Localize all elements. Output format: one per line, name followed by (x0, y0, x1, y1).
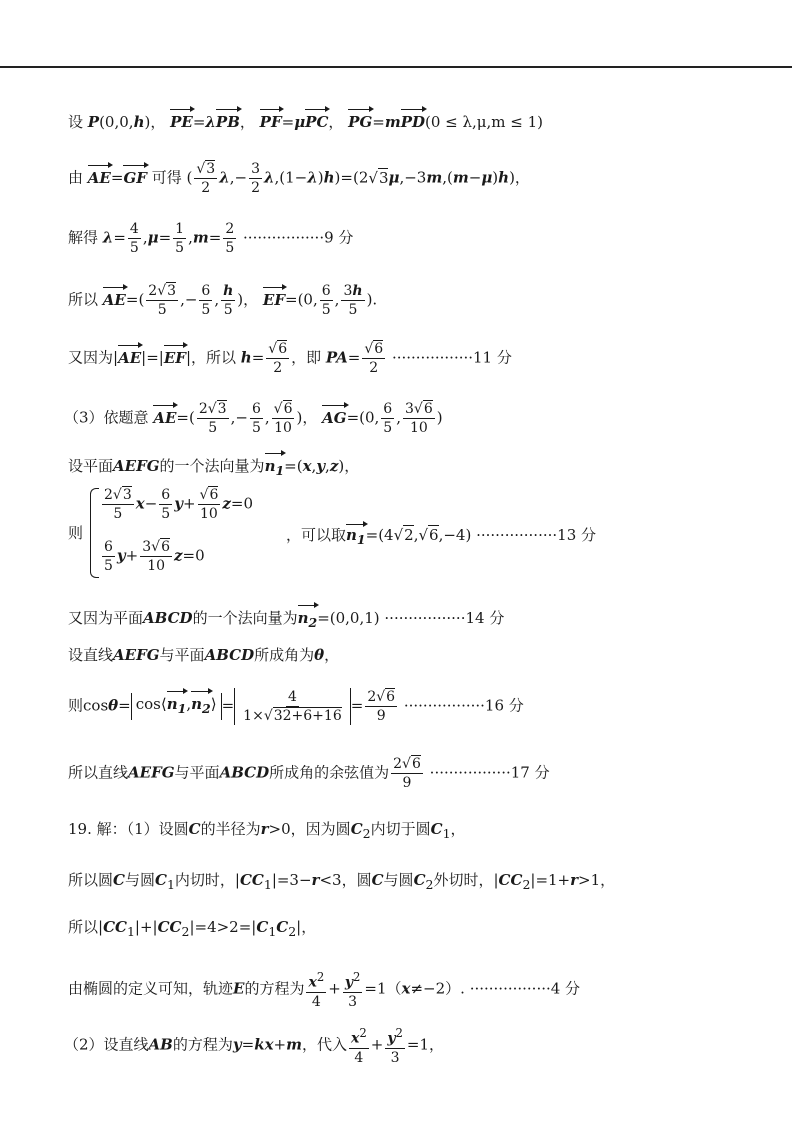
line-prefix: 所以直线 (68, 763, 129, 782)
text-line-13: 所以圆C与圆$C_1$内切时，$|CC_1|=3-r<3$，圆C与圆$C_2$外切时，$|CC_2|=1+r>1$， (68, 871, 616, 892)
connector: 内切时， (174, 871, 235, 889)
connector: ，因为圆 (290, 820, 351, 838)
text-line-7: 设平面AEFG的一个法向量为$n_1=(x,y,z)$， (68, 455, 359, 482)
connector: 外切时， (433, 871, 494, 889)
text-line-14: 所以$|CC_1|+|CC_2|=4>2=|C_1C_2|$， (68, 918, 317, 939)
text-line-8: 又因为平面ABCD的一个法向量为$n_2=(0,0,1) \cdot\cdot\cdot\cdot\cdot\cdot\cdot\cdot\cdot\cdot\cdot\cdot\cdot\cdot\cdot\cdot\cdot 14$ 分 (68, 607, 504, 634)
text-line-5: 又因为|AE|=|EF|，所以 h= $\frac{√6}{2}$ ，即 PA= $\frac{√6}{2}$ ·················11 分 (68, 341, 512, 376)
connector: 内切于圆 (370, 820, 431, 838)
connector: 的一个法向量为 (192, 609, 298, 627)
keyword: 可得 (151, 168, 182, 187)
connector: 与圆 (383, 871, 414, 889)
line-prefix: （2）设直线 (64, 1035, 149, 1054)
text-line-4: 所以 AE=( $\frac{2√3}{5}$ ,− $\frac{6}{5}$ , $\frac{h}{5}$ )， EF=(0, $\frac{6}{5}$ , $\frac{3h}{5}$ ). (68, 283, 378, 318)
line-prefix: 所以圆 (68, 871, 114, 889)
score-label: 9 分 (324, 228, 354, 247)
brace (90, 488, 99, 578)
line-prefix: 设平面 (68, 457, 114, 475)
line-prefix: 由 (68, 168, 84, 187)
line-prefix: 设直线 (68, 646, 114, 664)
text-line-10: 则$\cos\theta= \cos⟨n_1,n_2⟩$ = $\frac{4}{1\times√32+6+16}$ = $\frac{2√6}{9}$ ·················16 分 (68, 689, 524, 724)
connector: ，即 (291, 348, 322, 367)
line-prefix: 由椭圆的定义可知，轨迹 (68, 979, 234, 998)
line-prefix: 所以 (68, 290, 99, 309)
connector: 的方程为 (244, 979, 305, 998)
equation-result: ，可以取$n_1=(4√2,√6,-4) \cdot\cdot\cdot\cdot\cdot\cdot\cdot\cdot\cdot\cdot\cdot\cdot\cdot\cdot\cdot\cdot\cdot 13$ 分 (286, 526, 597, 547)
text-line-12: 19. 解：（1）设圆C的半径为r>0，因为圆$C_2$内切于圆$C_1$， (68, 820, 466, 841)
connector: 所成角为 (254, 646, 315, 664)
connector: ，代入 (301, 1035, 347, 1054)
text-line-16: （2）设直线AB的方程为y=kx+m，代入 $\frac{x^2}{4}$ + $\frac{y^2}{3}$ =1， (64, 1026, 445, 1066)
score-label: 13 分 (557, 526, 597, 544)
line-prefix: 又因为平面 (68, 609, 144, 627)
connector: 与平面 (159, 646, 205, 664)
score-label: 4 分 (550, 979, 581, 998)
score-label: 17 分 (510, 763, 550, 782)
connector: 的半径为 (200, 820, 261, 838)
connector: ，圆 (341, 871, 372, 889)
connector: 所成角的余弦值为 (269, 763, 390, 782)
connector: 的方程为 (172, 1035, 233, 1054)
text-line-6: （3）依题意 AE=( $\frac{2√3}{5}$ ,− $\frac{6}{5}$ , $\frac{√6}{10}$ )， AG=(0, $\frac{6}{5}$ , $\frac{3√6}{10}$ ) (64, 401, 443, 436)
text-line-9: 设直线AEFG与平面ABCD所成角为θ， (68, 646, 340, 664)
connector: 的一个法向量为 (159, 457, 265, 475)
connector: 与圆 (124, 871, 155, 889)
line-prefix: 19. 解：（1）设圆 (68, 820, 189, 838)
range-condition: (0 ≤ λ,μ,m ≤ 1) (425, 113, 544, 131)
text-line-1: 设 P(0,0,h)， PE=λPB， PF=μPC， PG=mPD(0 ≤ λ,μ,m ≤ 1) (68, 113, 544, 131)
text-line-11: 所以直线AEFG与平面ABCD所成角的余弦值为 $\frac{2√6}{9}$ ·················17 分 (68, 756, 550, 791)
line-prefix: 则 (68, 524, 84, 542)
header-rule (0, 66, 792, 68)
line-prefix: 又因为 (68, 348, 114, 367)
text-line-15: 由椭圆的定义可知，轨迹E的方程为 $\frac{x^2}{4}$ + $\frac{y^2}{3}$ =1（x≠−2）. ·················4 分 (68, 970, 581, 1010)
score-label: 16 分 (484, 696, 524, 715)
connector: ，所以 (191, 348, 237, 367)
connector: ，可以取 (286, 526, 347, 544)
equation-row-2: $\frac{6}{5}$ y+ $\frac{3√6}{10}$ z=0 (104, 539, 205, 574)
equation-row-1: $\frac{2√3}{5}$ x− $\frac{6}{5}$ y+ $\frac{√6}{10}$ z=0 (104, 487, 254, 522)
line-prefix: 解得 (68, 228, 99, 247)
score-label: 14 分 (465, 609, 505, 627)
line-prefix: 所以 (68, 918, 99, 936)
line-prefix: 则 (68, 696, 84, 715)
line-prefix: （3）依题意 (64, 408, 149, 427)
score-label: 11 分 (473, 348, 512, 367)
line-prefix: 设 (68, 113, 84, 131)
text-line-2: 由 AE=GF 可得 ( $\frac{√3}{2}$ λ,− $\frac{3}{2}$ λ,(1−λ)h)=(2√3μ,−3m,(m−μ)h)， (68, 161, 530, 196)
text-line-3: 解得 λ= $\frac{4}{5}$ ,μ= $\frac{1}{5}$ ,m= $\frac{2}{5}$ ·················9 分 (68, 221, 354, 256)
connector: 与平面 (174, 763, 220, 782)
